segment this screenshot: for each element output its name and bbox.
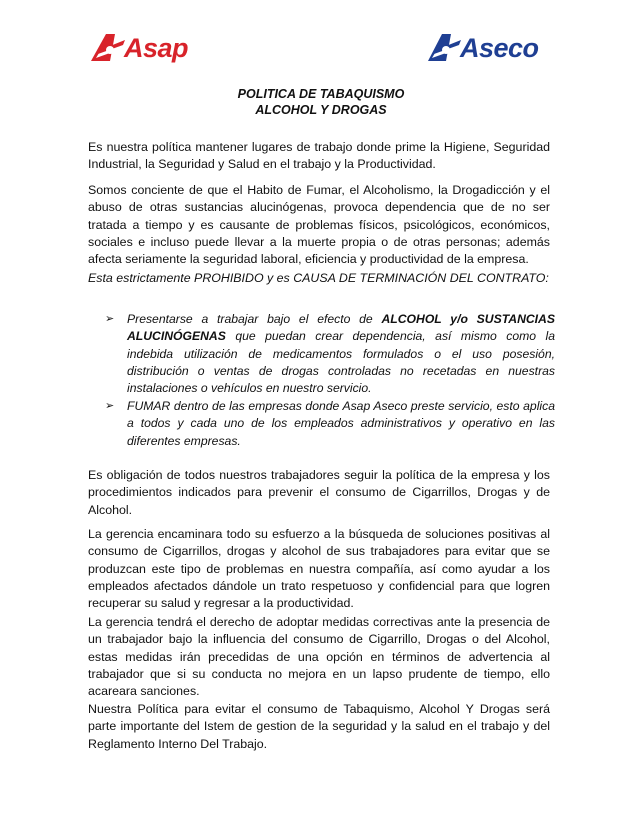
- paragraph-6-text: La gerencia tendrá el derecho de adoptar medidas correctivas ante la presencia de un trabajador bajo la influencia del consumo de Cigarrillo, Drogas o del Alcohol, estas medidas irán precedidas de una opción en términos de advertencia al trabajador que si su conducta no mejora en un lapso prudente de tiempo, ello acareara sanciones.: [88, 615, 550, 699]
- bullet-item-2: [105, 398, 555, 450]
- asap-logo-text: Asap: [124, 32, 189, 63]
- paragraph-1-text: Es nuestra política mantener lugares de trabajo donde prime la Higiene, Seguridad Industrial, la Seguridad y Salud en el trabajo y la Productividad.: [88, 140, 550, 172]
- bullet-1-bold: ALCOHOL y/o SUSTANCIAS ALUCINÓGENAS: [127, 312, 555, 344]
- bullet-item-2-text: FUMAR dentro de las empresas donde Asap Aseco preste servicio, esto aplica a todos y cada uno de los empleados administrativos y operativo en las diferentes empresas.: [127, 399, 555, 448]
- paragraph-3: [88, 270, 550, 287]
- bullet-1-pre: Presentarse a trabajar bajo el efecto de: [127, 312, 382, 326]
- arrow-bullet-icon: ➢: [105, 313, 115, 325]
- paragraph-7: [88, 701, 550, 753]
- arrow-bullet-icon: ➢: [105, 400, 115, 412]
- paragraph-5: [88, 526, 550, 612]
- aseco-logo: [425, 30, 539, 66]
- bullet-item-1-text: [127, 311, 555, 397]
- paragraph-1: [88, 139, 550, 174]
- document-title-line1: POLITICA DE TABAQUISMO: [237, 87, 405, 101]
- paragraph-2: [88, 182, 550, 268]
- paragraph-6: [88, 614, 550, 700]
- asap-logo-icon: [88, 30, 128, 66]
- bullet-1-post: que puedan crear dependencia, así mismo como la indebida utilización de medicamentos formulados o el uso posesión, distribución o ventas de drogas controladas no recetadas en nuestras instalaciones o vehículos en nuestro servicio.: [127, 329, 555, 396]
- aseco-logo-text: Aseco: [460, 32, 539, 63]
- paragraph-2-text: Somos conciente de que el Habito de Fumar, el Alcoholismo, la Drogadicción y el abuso de otras sustancias alucinógenas, provoca dependencia que de no ser tratada a tiempo y es causante de problemas físicos, psicológicos, económicos, sociales e incluso puede llevar a la muerte propia o de otras personas; además afecta seriamente la seguridad laboral, eficiencia y productividad de la empresa.: [88, 183, 550, 267]
- aseco-logo-icon: [425, 30, 463, 66]
- document-title-line2: ALCOHOL Y DROGAS: [255, 103, 387, 117]
- paragraph-4-text: Es obligación de todos nuestros trabajadores seguir la política de la empresa y los procedimientos indicados para prevenir el consumo de Cigarrillos, Drogas y de Alcohol.: [88, 468, 550, 517]
- paragraph-4: [88, 467, 550, 519]
- asap-logo: [88, 30, 188, 66]
- paragraph-7-text: Nuestra Política para evitar el consumo de Tabaquismo, Alcohol Y Drogas será parte importante del Istem de gestion de la seguridad y la salud en el trabajo y del Reglamento Interno Del Trabajo.: [88, 702, 550, 751]
- bullet-item-1: [105, 311, 555, 397]
- prohibited-heading: Esta estrictamente PROHIBIDO y es CAUSA DE TERMINACIÓN DEL CONTRATO:: [88, 271, 549, 285]
- paragraph-5-text: La gerencia encaminara todo su esfuerzo a la búsqueda de soluciones positivas al consumo de Cigarrillos, drogas y alcohol de sus trabajadores para evitar que se produzcan este tipo de problemas en nuestra compañía, así como ayudar a los empleados afectados dándole un trato respetuoso y confidencial para que logren recuperar su salud y regresar a la productividad.: [88, 527, 550, 611]
